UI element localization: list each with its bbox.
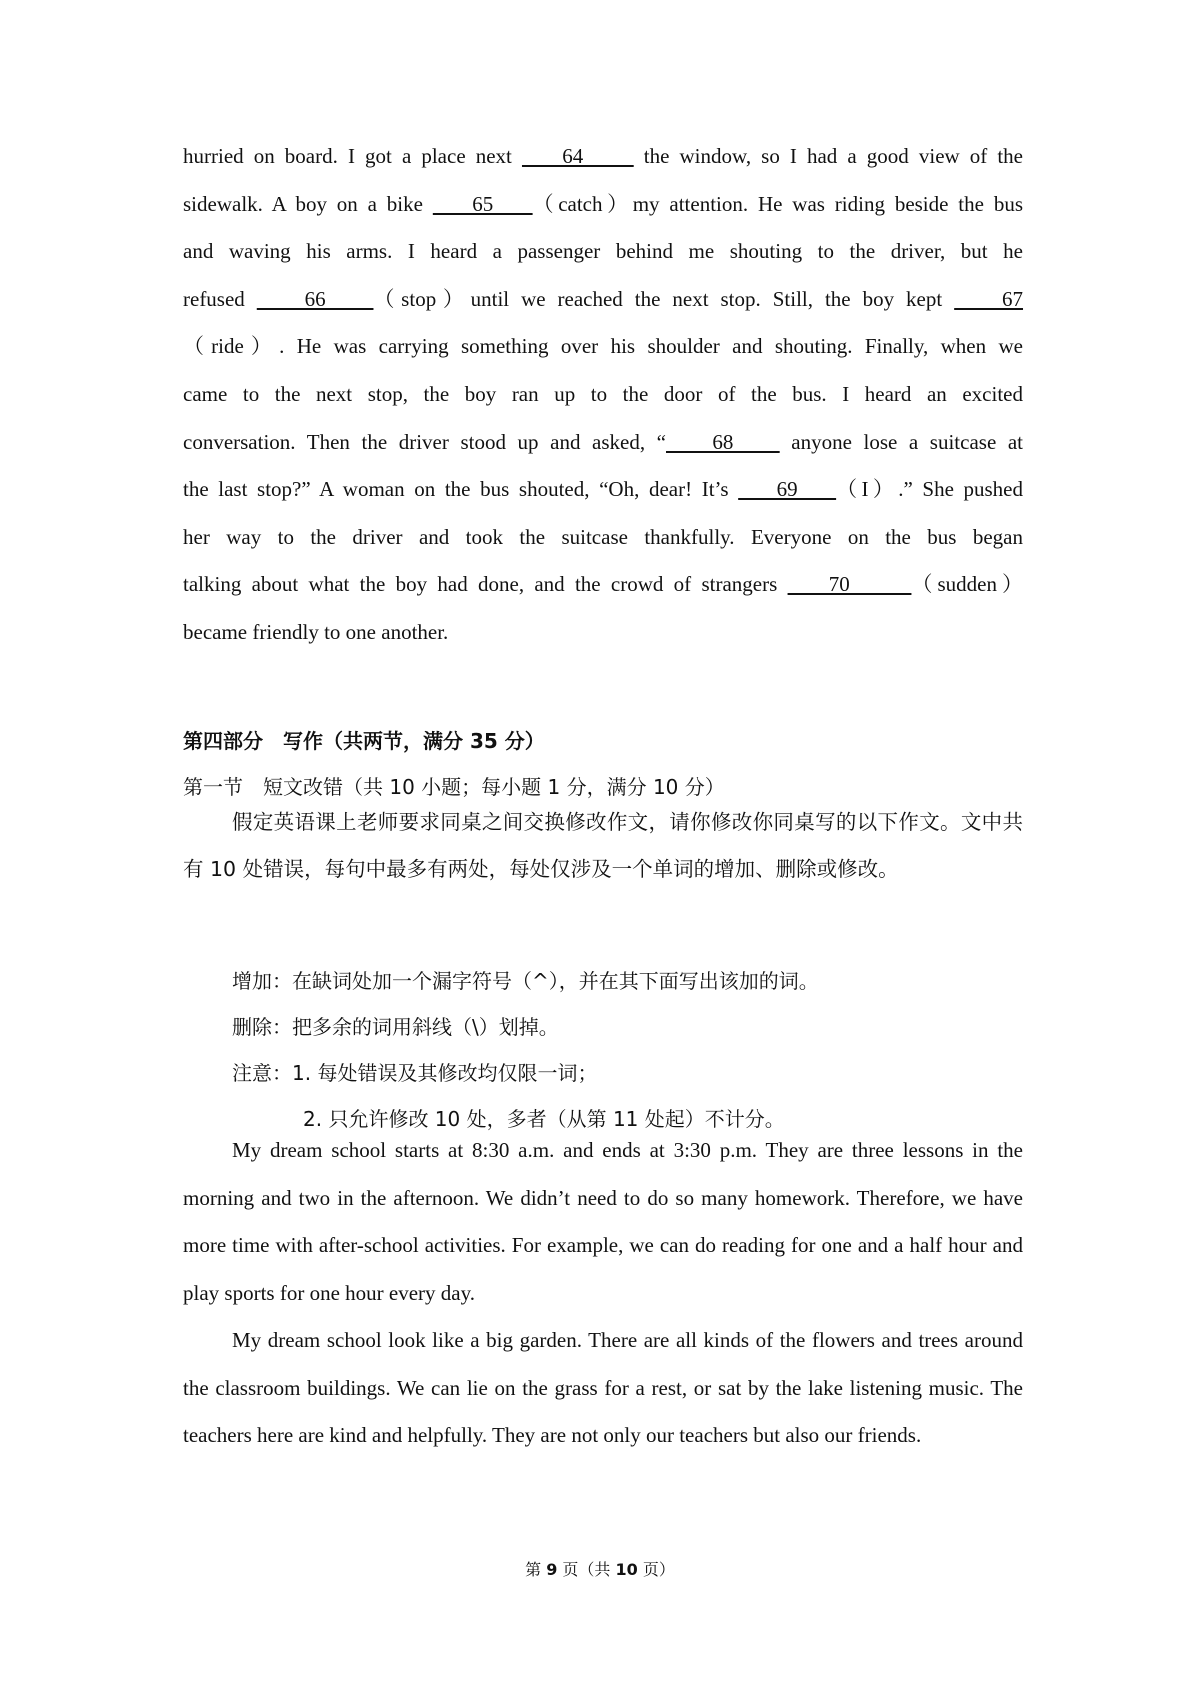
blank-67[interactable]: 67 — [954, 286, 1024, 311]
instruction-delete: 删除：把多余的词用斜线（\）划掉。 — [232, 1015, 559, 1039]
text-segment: talking about what the boy had done, and the crowd of strangers — [183, 572, 788, 597]
instruction-add: 增加：在缺词处加一个漏字符号（^），并在其下面写出该加的词。 — [232, 969, 819, 993]
passage-line — [183, 561, 1023, 609]
blank-69[interactable]: 69 — [738, 477, 837, 502]
passage-line: became friendly to one another. — [183, 619, 449, 644]
text-segment: （sudden） — [911, 572, 1024, 597]
blank-68[interactable]: 68 — [666, 429, 780, 454]
page-footer — [0, 1557, 1200, 1580]
text-segment: refused — [183, 286, 257, 311]
instruction-note-1: 注意：1. 每处错误及其修改均仅限一词； — [232, 1061, 598, 1085]
passage-line — [183, 419, 1023, 467]
passage-line — [183, 181, 1023, 229]
text-segment: the window, so I had a good view of the — [633, 144, 1024, 168]
text-segment: （I）.” She pushed — [836, 477, 1024, 502]
text-segment: （catch）my attention. He was riding beside the bus — [532, 191, 1023, 216]
total-pages: 10 — [615, 1560, 638, 1579]
passage-line — [183, 466, 1023, 514]
text-segment: conversation. Then the driver stood up and asked, “ — [183, 429, 666, 454]
blank-65[interactable]: 65 — [432, 191, 533, 216]
essay-paragraph-1: My dream school starts at 8:30 a.m. and ends at 3:30 p.m. They are three lessons in the morning and two in the afternoon. We didn’t need to do so many homework. Therefore, we have more time with after-school activities. For example, we can do reading for one and a half hour and play sports for one hour every day. — [183, 1138, 1023, 1305]
passage-line: her way to the driver and took the suitcase thankfully. Everyone on the bus began — [183, 524, 1023, 549]
text-segment: anyone lose a suitcase at — [779, 429, 1024, 454]
blank-70[interactable]: 70 — [787, 572, 912, 597]
section-heading: 第四部分 写作（共两节，满分 35 分） — [183, 729, 545, 753]
subsection-heading: 第一节 短文改错（共 10 小题；每小题 1 分，满分 10 分） — [183, 775, 725, 799]
text-segment: （stop）until we reached the next stop. Still, the boy kept — [373, 286, 955, 311]
text-segment: sidewalk. A boy on a bike — [183, 191, 433, 216]
passage-line: came to the next stop, the boy ran up to the door of the bus. I heard an excited — [183, 381, 1023, 406]
instruction-note-2: 2. 只允许修改 10 处，多者（从第 11 处起）不计分。 — [303, 1107, 785, 1131]
blank-66[interactable]: 66 — [256, 286, 374, 311]
passage-line — [183, 276, 1023, 324]
page-number: 9 — [546, 1560, 558, 1579]
passage-line: （ride）. He was carrying something over his shoulder and shouting. Finally, when we — [183, 334, 1023, 359]
footer-text: 页（共 — [557, 1560, 616, 1579]
passage-line — [183, 133, 1023, 181]
footer-text: 页） — [637, 1560, 675, 1579]
passage-line: and waving his arms. I heard a passenger behind me shouting to the driver, but he — [183, 239, 1023, 264]
essay-paragraph-2: My dream school look like a big garden. There are all kinds of the flowers and trees around the classroom buildings. We can lie on the grass for a rest, or sat by the lake listening music. The teachers here are kind and helpfully. They are not only our teachers but also our friends. — [183, 1328, 1023, 1447]
footer-text: 第 — [525, 1560, 547, 1579]
instructions: 假定英语课上老师要求同桌之间交换修改作文，请你修改你同桌写的以下作文。文中共有 10 处错误，每句中最多有两处，每处仅涉及一个单词的增加、删除或修改。 — [183, 810, 1023, 881]
blank-64[interactable]: 64 — [521, 144, 634, 168]
text-segment: hurried on board. I got a place next — [183, 144, 522, 168]
cloze-passage — [183, 133, 1023, 657]
text-segment: the last stop?” A woman on the bus shouted, “Oh, dear! It’s — [183, 477, 739, 502]
